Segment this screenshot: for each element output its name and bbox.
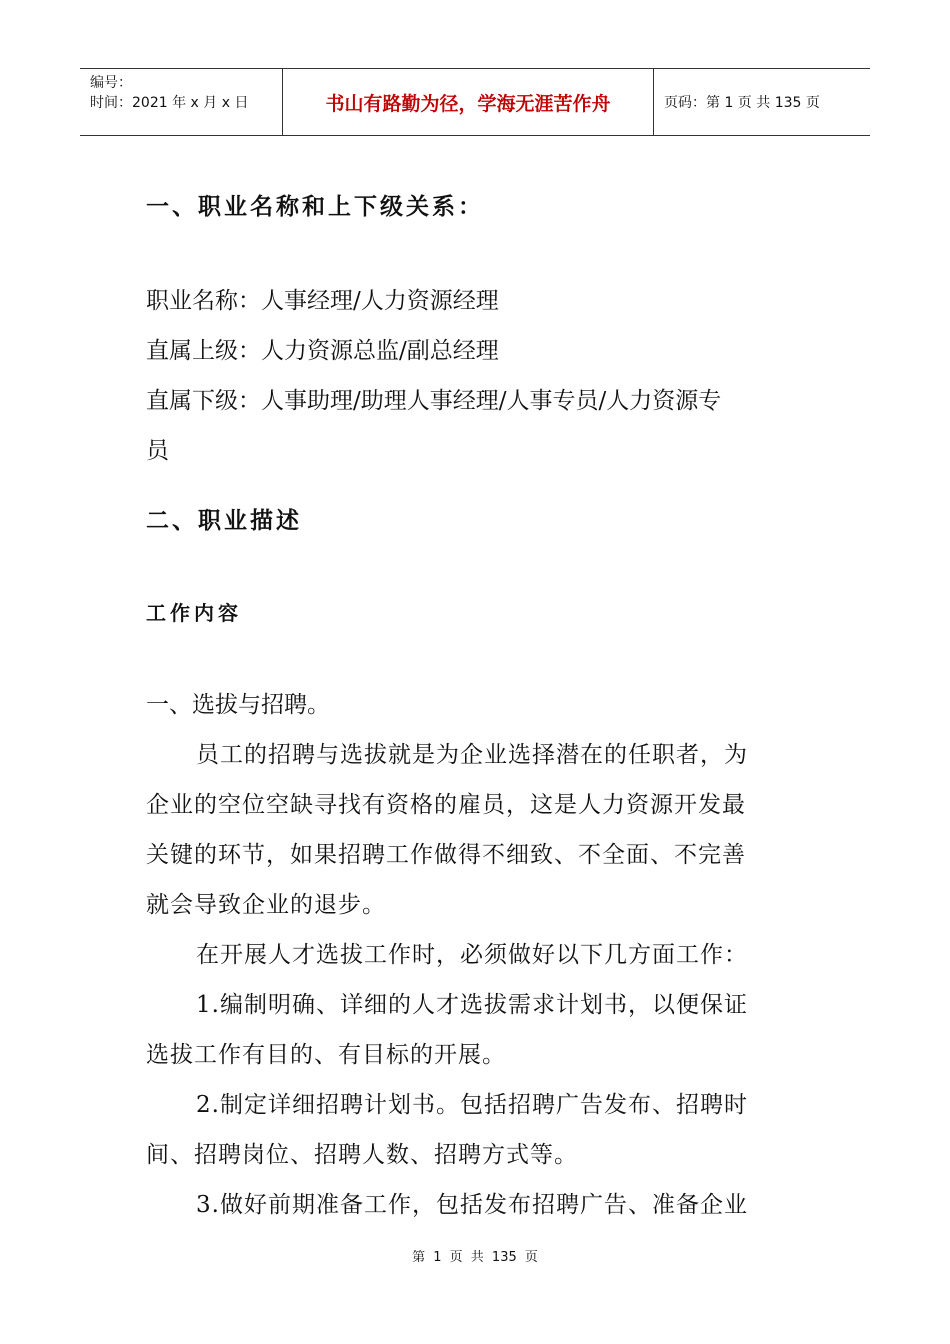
header-page-info: 页码：第 1 页 共 135 页	[664, 95, 820, 111]
paragraph-5-line-1: 3.做好前期准备工作，包括发布招聘广告、准备企业	[196, 1192, 748, 1218]
subordinate-line-1: 直属下级：人事助理/助理人事经理/人事专员/人力资源专	[146, 388, 722, 414]
document-time-label: 时间：2021 年 x 月 x 日	[90, 95, 249, 111]
page-header	[80, 68, 870, 136]
header-motto: 书山有路勤为径，学海无涯苦作舟	[282, 69, 654, 135]
subordinate-line-2: 员	[146, 438, 169, 464]
job-title-line: 职业名称：人事经理/人力资源经理	[146, 288, 499, 314]
paragraph-4-line-2: 间、招聘岗位、招聘人数、招聘方式等。	[146, 1142, 578, 1168]
paragraph-1-line-3: 关键的环节，如果招聘工作做得不细致、不全面、不完善	[146, 842, 746, 868]
paragraph-1-line-2: 企业的空位空缺寻找有资格的雇员，这是人力资源开发最	[146, 792, 746, 818]
section-heading-2: 二、职业描述	[146, 508, 302, 534]
paragraph-1-line-4: 就会导致企业的退步。	[146, 892, 386, 918]
paragraph-3-line-2: 选拔工作有目的、有目标的开展。	[146, 1042, 506, 1068]
superior-line: 直属上级：人力资源总监/副总经理	[146, 338, 499, 364]
document-number-label: 编号：	[90, 75, 132, 91]
paragraph-3-line-1: 1.编制明确、详细的人才选拔需求计划书，以便保证	[196, 992, 748, 1018]
section-heading-1: 一、职业名称和上下级关系：	[146, 194, 484, 220]
paragraph-4-line-1: 2.制定详细招聘计划书。包括招聘广告发布、招聘时	[196, 1092, 748, 1118]
paragraph-1-line-1: 员工的招聘与选拔就是为企业选择潜在的任职者，为	[196, 742, 748, 768]
header-meta	[80, 69, 282, 135]
item-1-title: 一、选拔与招聘。	[146, 692, 330, 718]
section-heading-3: 工作内容	[146, 601, 242, 625]
page-footer: 第 1 页 共 135 页	[412, 1250, 538, 1265]
paragraph-2-line-1: 在开展人才选拔工作时，必须做好以下几方面工作：	[196, 942, 748, 968]
